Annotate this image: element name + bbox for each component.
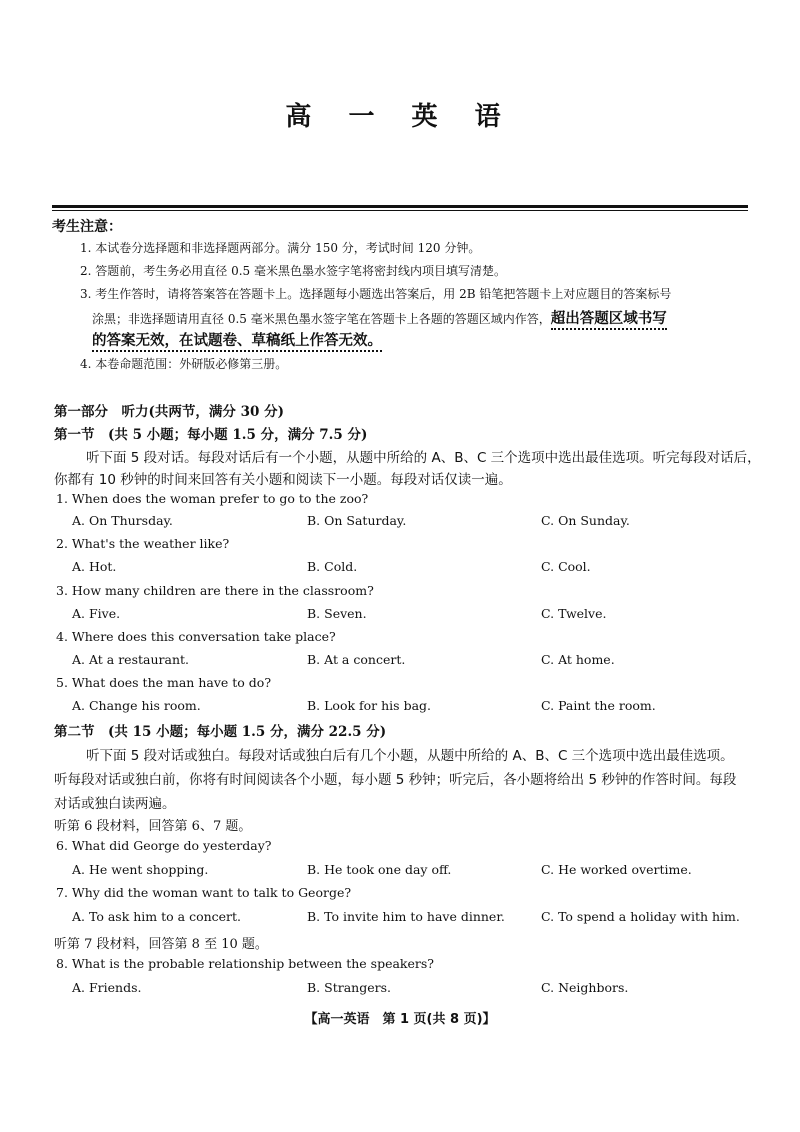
q5-option-c: C. Paint the room.: [541, 698, 656, 713]
q8-option-c: C. Neighbors.: [541, 980, 629, 995]
question-4: 4. Where does this conversation take place?: [56, 629, 336, 644]
notice-item-4: 4. 本卷命题范围：外研版必修第三册。: [80, 357, 288, 371]
question-2: 2. What's the weather like?: [56, 536, 230, 551]
part1-heading: 第一部分 听力(共两节，满分 30 分): [54, 404, 284, 420]
q5-option-b: B. Look for his bag.: [307, 698, 431, 713]
notice-item-3-cont: [92, 307, 667, 328]
q3-option-b: B. Seven.: [307, 606, 367, 621]
notice-item-3-cont2: [92, 329, 382, 350]
notice-item-3: 3. 考生作答时，请将答案答在答题卡上。选择题每小题选出答案后，用 2B 铅笔把答题卡上对应题目的答案标号: [80, 287, 672, 301]
section2-instructions-2: 听每段对话或独白前，你将有时间阅读各个小题，每小题 5 秒钟；听完后，各小题将给出 5 秒钟的作答时间。每段: [54, 772, 737, 788]
q6-option-a: A. He went shopping.: [72, 862, 209, 877]
question-6: 6. What did George do yesterday?: [56, 838, 272, 853]
header-rule-thin: [52, 210, 748, 211]
q2-option-b: B. Cold.: [307, 559, 358, 574]
notice-item-3-prefix: 涂黑；非选择题请用直径 0.5 毫米黑色墨水签字笔在答题卡上各题的答题区域内作答，: [92, 312, 551, 326]
q4-option-c: C. At home.: [541, 652, 615, 667]
notice-emphasis-a: 超出答题区域书写: [551, 311, 667, 330]
page-title: 高 一 英 语: [285, 102, 515, 132]
notice-item-1: 1. 本试卷分选择题和非选择题两部分。满分 150 分，考试时间 120 分钟。: [80, 241, 481, 255]
q4-option-a: A. At a restaurant.: [72, 652, 189, 667]
q5-option-a: A. Change his room.: [72, 698, 201, 713]
q2-option-a: A. Hot.: [72, 559, 117, 574]
section1-instructions-1: 听下面 5 段对话。每段对话后有一个小题，从题中所给的 A、B、C 三个选项中选出最佳选项。听完每段对话后，: [86, 450, 761, 466]
section2-instructions-1: 听下面 5 段对话或独白。每段对话或独白后有几个小题，从题中所给的 A、B、C 三个选项中选出最佳选项。: [86, 748, 734, 764]
q3-option-c: C. Twelve.: [541, 606, 607, 621]
header-rule-thick: [52, 205, 748, 208]
section2-heading: 第二节 (共 15 小题；每小题 1.5 分，满分 22.5 分): [54, 724, 387, 740]
question-8: 8. What is the probable relationship between the speakers?: [56, 956, 434, 971]
question-1: 1. When does the woman prefer to go to the zoo?: [56, 491, 369, 506]
q7-option-b: B. To invite him to have dinner.: [307, 909, 505, 924]
notice-item-2: 2. 答题前，考生务必用直径 0.5 毫米黑色墨水签字笔将密封线内项目填写清楚。: [80, 264, 506, 278]
q7-option-a: A. To ask him to a concert.: [72, 909, 242, 924]
section1-instructions-2: 你都有 10 秒钟的时间来回答有关小题和阅读下一小题。每段对话仅读一遍。: [54, 472, 512, 488]
q7-option-c: C. To spend a holiday with him.: [541, 909, 740, 924]
material-6-intro: 听第 6 段材料，回答第 6、7 题。: [54, 819, 252, 834]
question-3: 3. How many children are there in the classroom?: [56, 583, 374, 598]
q4-option-b: B. At a concert.: [307, 652, 406, 667]
section2-instructions-3: 对话或独白读两遍。: [54, 796, 176, 812]
material-7-intro: 听第 7 段材料，回答第 8 至 10 题。: [54, 937, 268, 952]
page-footer: 【高一英语 第 1 页(共 8 页)】: [304, 1012, 496, 1027]
q8-option-b: B. Strangers.: [307, 980, 391, 995]
q1-option-b: B. On Saturday.: [307, 513, 407, 528]
q3-option-a: A. Five.: [72, 606, 121, 621]
question-7: 7. Why did the woman want to talk to George?: [56, 885, 352, 900]
question-5: 5. What does the man have to do?: [56, 675, 272, 690]
notice-heading: 考生注意：: [52, 219, 122, 235]
q1-option-c: C. On Sunday.: [541, 513, 630, 528]
q6-option-b: B. He took one day off.: [307, 862, 452, 877]
section1-heading: 第一节 (共 5 小题；每小题 1.5 分，满分 7.5 分): [54, 427, 368, 443]
q1-option-a: A. On Thursday.: [72, 513, 173, 528]
q6-option-c: C. He worked overtime.: [541, 862, 692, 877]
q8-option-a: A. Friends.: [72, 980, 142, 995]
q2-option-c: C. Cool.: [541, 559, 591, 574]
notice-emphasis-b: 的答案无效，在试题卷、草稿纸上作答无效。: [92, 333, 382, 352]
